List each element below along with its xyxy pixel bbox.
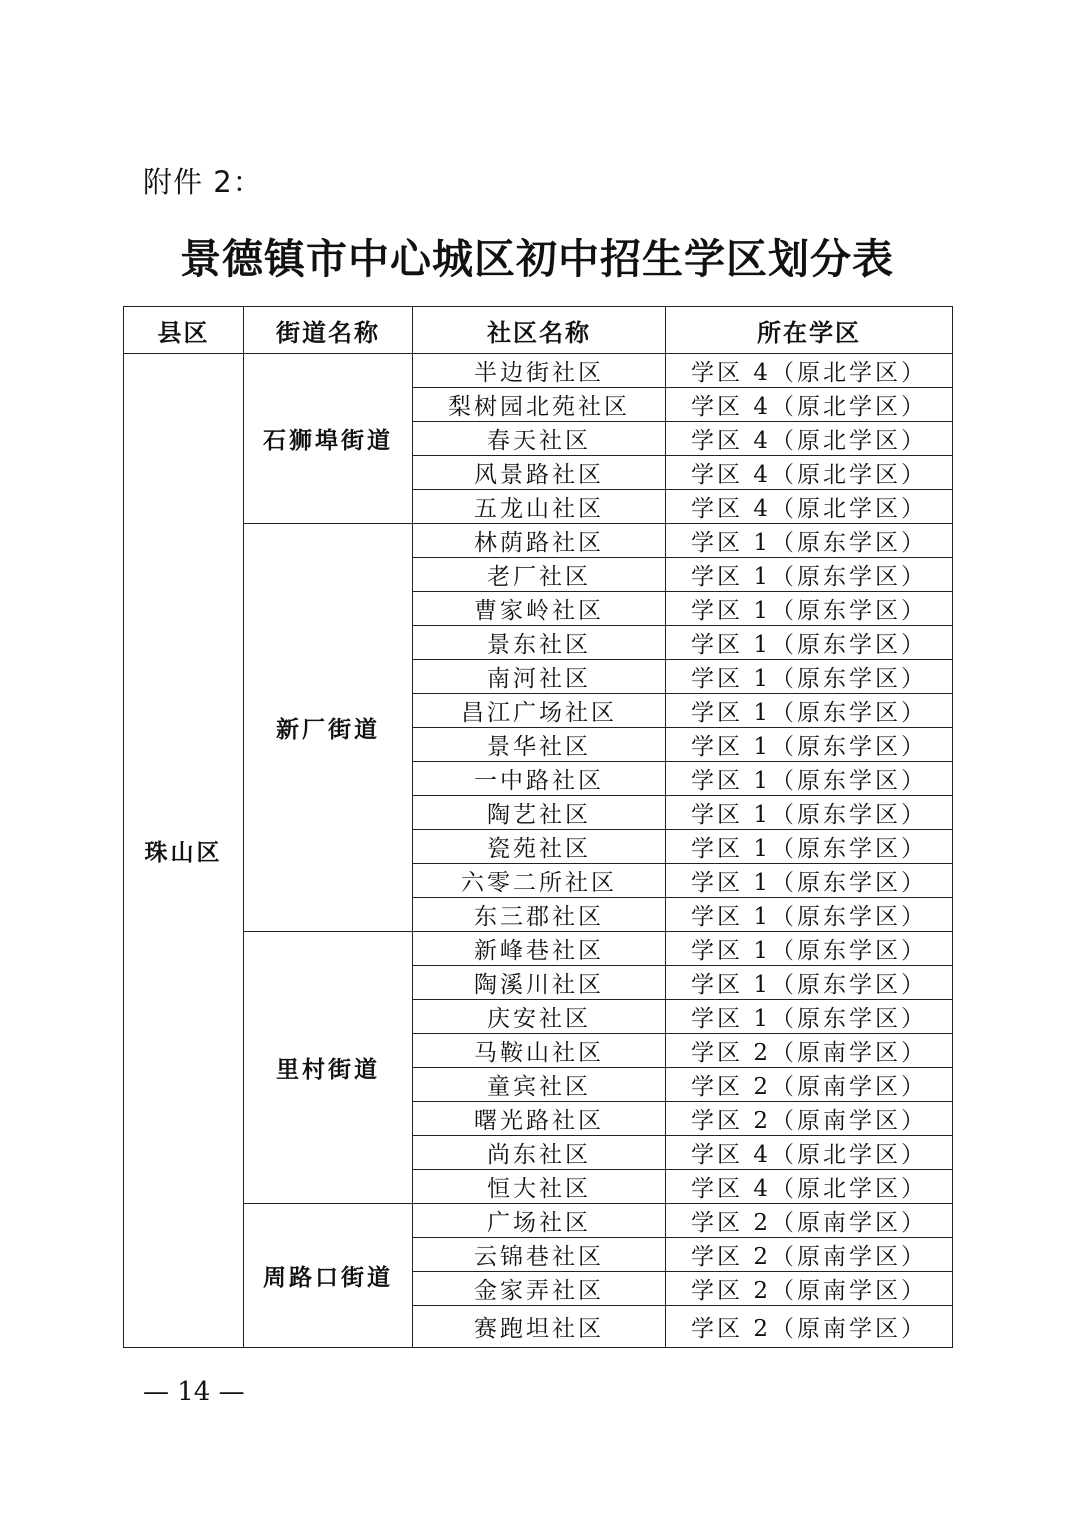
street-cell-shishibu: 石狮埠街道 xyxy=(244,354,413,524)
zone-cell: 学区 4（原北学区） xyxy=(666,456,953,490)
community-cell: 金家弄社区 xyxy=(413,1272,666,1306)
street-cell-xinchang: 新厂街道 xyxy=(244,524,413,932)
zone-cell: 学区 2（原南学区） xyxy=(666,1204,953,1238)
header-street: 街道名称 xyxy=(244,307,413,354)
zone-cell: 学区 1（原东学区） xyxy=(666,762,953,796)
zone-cell: 学区 1（原东学区） xyxy=(666,558,953,592)
zone-cell: 学区 2（原南学区） xyxy=(666,1272,953,1306)
zone-cell: 学区 1（原东学区） xyxy=(666,626,953,660)
zone-cell: 学区 4（原北学区） xyxy=(666,490,953,524)
community-cell: 六零二所社区 xyxy=(413,864,666,898)
community-cell: 马鞍山社区 xyxy=(413,1034,666,1068)
zone-cell: 学区 2（原南学区） xyxy=(666,1102,953,1136)
zone-cell: 学区 1（原东学区） xyxy=(666,592,953,626)
table-row xyxy=(124,354,953,388)
table-header-row xyxy=(124,307,953,354)
community-cell: 云锦巷社区 xyxy=(413,1238,666,1272)
community-cell: 尚东社区 xyxy=(413,1136,666,1170)
zone-cell: 学区 1（原东学区） xyxy=(666,830,953,864)
street-cell-zhoulukou: 周路口街道 xyxy=(244,1204,413,1348)
table-row xyxy=(124,932,953,966)
community-cell: 广场社区 xyxy=(413,1204,666,1238)
community-cell: 南河社区 xyxy=(413,660,666,694)
page-number: — 14 — xyxy=(143,1377,245,1407)
community-cell: 景东社区 xyxy=(413,626,666,660)
community-cell: 庆安社区 xyxy=(413,1000,666,1034)
zone-cell: 学区 2（原南学区） xyxy=(666,1306,953,1348)
community-cell: 风景路社区 xyxy=(413,456,666,490)
zone-cell: 学区 4（原北学区） xyxy=(666,422,953,456)
zone-cell: 学区 1（原东学区） xyxy=(666,898,953,932)
zone-cell: 学区 2（原南学区） xyxy=(666,1034,953,1068)
community-cell: 五龙山社区 xyxy=(413,490,666,524)
zone-cell: 学区 1（原东学区） xyxy=(666,660,953,694)
zone-cell: 学区 1（原东学区） xyxy=(666,966,953,1000)
community-cell: 东三郡社区 xyxy=(413,898,666,932)
zone-cell: 学区 1（原东学区） xyxy=(666,864,953,898)
zone-cell: 学区 4（原北学区） xyxy=(666,1136,953,1170)
zone-cell: 学区 1（原东学区） xyxy=(666,796,953,830)
header-district: 县区 xyxy=(124,307,244,354)
community-cell: 曹家岭社区 xyxy=(413,592,666,626)
zone-cell: 学区 1（原东学区） xyxy=(666,1000,953,1034)
community-cell: 林荫路社区 xyxy=(413,524,666,558)
community-cell: 陶艺社区 xyxy=(413,796,666,830)
header-zone: 所在学区 xyxy=(666,307,953,354)
page-title: 景德镇市中心城区初中招生学区划分表 xyxy=(180,235,894,283)
community-cell: 童宾社区 xyxy=(413,1068,666,1102)
community-cell: 半边街社区 xyxy=(413,354,666,388)
zone-cell: 学区 4（原北学区） xyxy=(666,1170,953,1204)
community-cell: 春天社区 xyxy=(413,422,666,456)
community-cell: 曙光路社区 xyxy=(413,1102,666,1136)
community-cell: 一中路社区 xyxy=(413,762,666,796)
community-cell: 赛跑坦社区 xyxy=(413,1306,666,1348)
zone-cell: 学区 2（原南学区） xyxy=(666,1238,953,1272)
zone-cell: 学区 4（原北学区） xyxy=(666,354,953,388)
community-cell: 恒大社区 xyxy=(413,1170,666,1204)
community-cell: 新峰巷社区 xyxy=(413,932,666,966)
community-cell: 瓷苑社区 xyxy=(413,830,666,864)
community-cell: 老厂社区 xyxy=(413,558,666,592)
district-cell: 珠山区 xyxy=(124,354,244,1348)
community-cell: 昌江广场社区 xyxy=(413,694,666,728)
zone-cell: 学区 1（原东学区） xyxy=(666,694,953,728)
header-community: 社区名称 xyxy=(413,307,666,354)
table-row xyxy=(124,1204,953,1238)
zone-cell: 学区 2（原南学区） xyxy=(666,1068,953,1102)
community-cell: 陶溪川社区 xyxy=(413,966,666,1000)
school-district-table xyxy=(123,306,953,1348)
table-row xyxy=(124,524,953,558)
zone-cell: 学区 4（原北学区） xyxy=(666,388,953,422)
community-cell: 景华社区 xyxy=(413,728,666,762)
attachment-label: 附件 2： xyxy=(143,165,263,199)
zone-cell: 学区 1（原东学区） xyxy=(666,728,953,762)
zone-cell: 学区 1（原东学区） xyxy=(666,524,953,558)
community-cell: 梨树园北苑社区 xyxy=(413,388,666,422)
zone-cell: 学区 1（原东学区） xyxy=(666,932,953,966)
street-cell-licun: 里村街道 xyxy=(244,932,413,1204)
